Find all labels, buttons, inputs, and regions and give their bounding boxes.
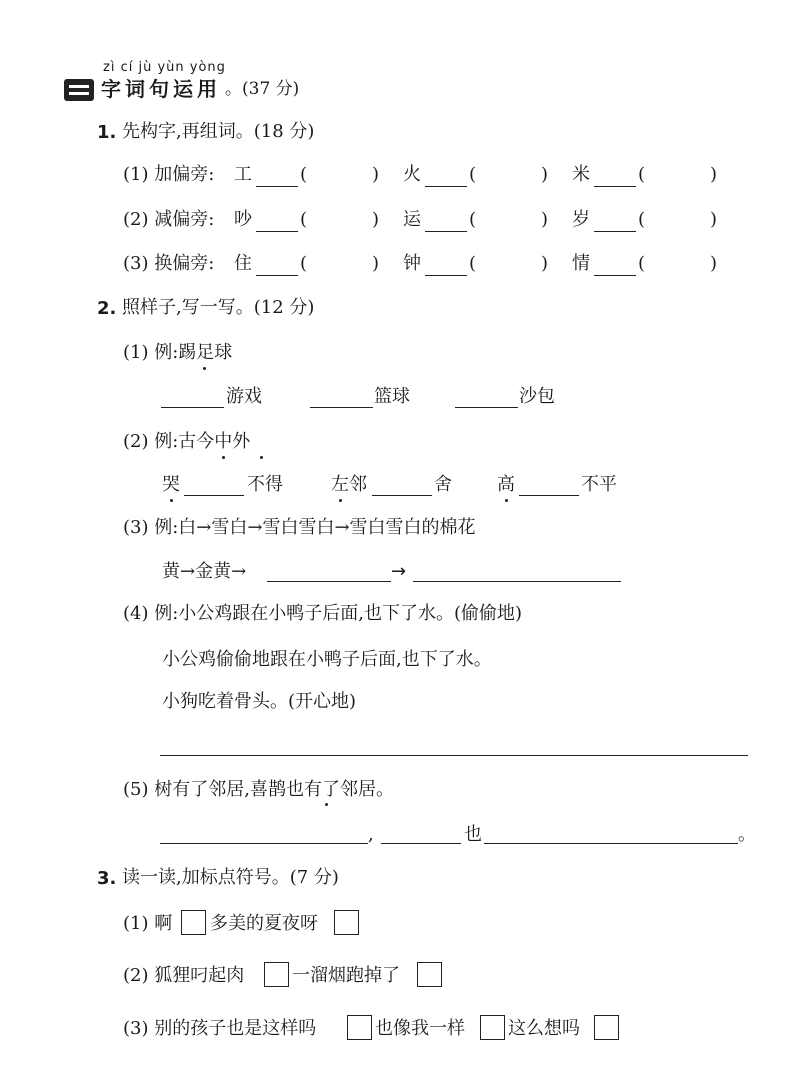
- q1-row2-paren-open1: (: [300, 209, 308, 230]
- q2-s4-answer: 小公鸡偷偷地跟在小鸭子后面,也下了水。: [162, 649, 492, 670]
- q1-row1-paren-open1: (: [300, 164, 308, 185]
- q2-s3-start: 黄→金黄→: [162, 561, 247, 582]
- q1-row3-paren-open2: (: [469, 253, 477, 274]
- q3-r3-box2[interactable]: [480, 1015, 505, 1040]
- q3-r2-part2: 一溜烟跑掉了: [292, 965, 400, 986]
- q2-s5-blank1[interactable]: [160, 843, 368, 844]
- q1-row1-char3: 米: [572, 164, 590, 185]
- emphasis-dot: [325, 803, 328, 806]
- emphasis-dot: [203, 367, 206, 370]
- q1-prompt: 先构字,再组词。(18 分): [122, 121, 315, 142]
- q1-row3-paren-open1: (: [300, 253, 308, 274]
- q1-row3-char1: 住: [234, 253, 252, 274]
- q1-row1-char2: 火: [403, 164, 421, 185]
- q3-r3-part2: 也像我一样: [375, 1018, 465, 1039]
- q2-s3-example: (3) 例:白→雪白→雪白雪白→雪白雪白的棉花: [123, 517, 476, 538]
- q3-r1-part1: (1) 啊: [123, 913, 173, 934]
- q3-r1-box2[interactable]: [334, 910, 359, 935]
- q3-r3-part3: 这么想吗: [508, 1018, 580, 1039]
- q2-s2-blank1[interactable]: [184, 495, 244, 496]
- q1-row1-paren-close1: ): [372, 164, 380, 185]
- q3-r1-part2: 多美的夏夜呀: [210, 913, 318, 934]
- q1-row1-char1: 工: [234, 164, 252, 185]
- q1-number: 1.: [97, 122, 117, 143]
- q3-r3-box3[interactable]: [594, 1015, 619, 1040]
- q2-s2-a2: 不得: [247, 474, 283, 495]
- q1-row1-paren-close2: ): [541, 164, 549, 185]
- q1-row3-paren-close2: ): [541, 253, 549, 274]
- q3-r2-part1: (2) 狐狸叼起肉: [123, 965, 245, 986]
- emphasis-dot: [170, 499, 173, 502]
- q1-row3-paren-close1: ): [372, 253, 380, 274]
- q3-r2-box2[interactable]: [417, 962, 442, 987]
- q1-row3-char2: 钟: [403, 253, 421, 274]
- q2-s3-arrow: →: [391, 561, 407, 582]
- q2-s4-example: (4) 例:小公鸡跟在小鸭子后面,也下了水。(偷偷地): [123, 603, 523, 624]
- q2-s5-period: 。: [738, 824, 756, 845]
- q2-s3-blank2[interactable]: [413, 581, 621, 582]
- section-score: 。(37 分): [225, 79, 300, 99]
- q1-row3-blank1[interactable]: [256, 275, 298, 276]
- q1-row2-blank3[interactable]: [594, 231, 636, 232]
- q1-row2-paren-close2: ): [541, 209, 549, 230]
- q2-s2-b2: 舍: [434, 474, 452, 495]
- q1-row3-char3: 情: [572, 253, 590, 274]
- q3-prompt: 读一读,加标点符号。(7 分): [122, 867, 339, 888]
- q2-s5-ye: 也: [464, 824, 482, 845]
- q2-s1-blank3[interactable]: [455, 407, 518, 408]
- q1-row1-paren-open3: (: [638, 164, 646, 185]
- q1-row1-blank2[interactable]: [425, 186, 467, 187]
- q1-row2-paren-open2: (: [469, 209, 477, 230]
- q2-s5-comma: ,: [368, 824, 374, 845]
- q2-s1-word2: 篮球: [374, 386, 410, 407]
- q1-row2-char2: 运: [403, 209, 421, 230]
- q1-row3-blank3[interactable]: [594, 275, 636, 276]
- q1-row2-char1: 吵: [234, 209, 252, 230]
- q2-s5-blank3[interactable]: [484, 843, 738, 844]
- q2-s4-answer-line[interactable]: [160, 755, 748, 756]
- q1-row1-label: (1) 加偏旁:: [123, 164, 215, 185]
- q1-row1-paren-close3: ): [710, 164, 718, 185]
- q2-s2-c1: 高: [497, 474, 515, 495]
- q1-row2-paren-close1: ): [372, 209, 380, 230]
- emphasis-dot: [222, 456, 225, 459]
- section-pinyin: zì cí jù yùn yòng: [103, 60, 226, 75]
- q2-s2-example: (2) 例:古今中外: [123, 431, 251, 452]
- emphasis-dot: [505, 499, 508, 502]
- section-title: 字词句运用: [101, 77, 221, 101]
- q1-row3-label: (3) 换偏旁:: [123, 253, 215, 274]
- q2-s1-word1: 游戏: [226, 386, 262, 407]
- q2-prompt: 照样子,写一写。(12 分): [122, 297, 315, 318]
- q2-s4-prompt: 小狗吃着骨头。(开心地): [162, 691, 357, 712]
- q1-row2-blank1[interactable]: [256, 231, 298, 232]
- q3-r2-box1[interactable]: [264, 962, 289, 987]
- q1-row2-blank2[interactable]: [425, 231, 467, 232]
- q2-s2-a1: 哭: [162, 474, 180, 495]
- q2-s1-example: (1) 例:踢足球: [123, 342, 233, 363]
- q3-r3-box1[interactable]: [347, 1015, 372, 1040]
- q2-s2-b1: 左邻: [331, 474, 367, 495]
- q1-row1-blank1[interactable]: [256, 186, 298, 187]
- q3-r3-part1: (3) 别的孩子也是这样吗: [123, 1018, 317, 1039]
- q2-s1-blank1[interactable]: [161, 407, 224, 408]
- q2-s5-example: (5) 树有了邻居,喜鹊也有了邻居。: [123, 779, 394, 800]
- q1-row3-paren-close3: ): [710, 253, 718, 274]
- q2-s1-blank2[interactable]: [310, 407, 373, 408]
- q1-row3-paren-open3: (: [638, 253, 646, 274]
- q2-s5-blank2[interactable]: [381, 843, 461, 844]
- q2-number: 2.: [97, 298, 117, 319]
- q2-s1-word3: 沙包: [519, 386, 555, 407]
- q1-row1-blank3[interactable]: [594, 186, 636, 187]
- q2-s2-c2: 不平: [581, 474, 617, 495]
- q3-r1-box1[interactable]: [181, 910, 206, 935]
- q2-s2-blank2[interactable]: [372, 495, 432, 496]
- emphasis-dot: [260, 456, 263, 459]
- q1-row1-paren-open2: (: [469, 164, 477, 185]
- q1-row2-label: (2) 减偏旁:: [123, 209, 215, 230]
- q3-number: 3.: [97, 868, 117, 889]
- q2-s3-blank1[interactable]: [267, 581, 391, 582]
- q1-row2-char3: 岁: [572, 209, 590, 230]
- q2-s2-blank3[interactable]: [519, 495, 579, 496]
- q1-row3-blank2[interactable]: [425, 275, 467, 276]
- q1-row2-paren-open3: (: [638, 209, 646, 230]
- q1-row2-paren-close3: ): [710, 209, 718, 230]
- emphasis-dot: [339, 499, 342, 502]
- section-number-icon: [64, 79, 94, 101]
